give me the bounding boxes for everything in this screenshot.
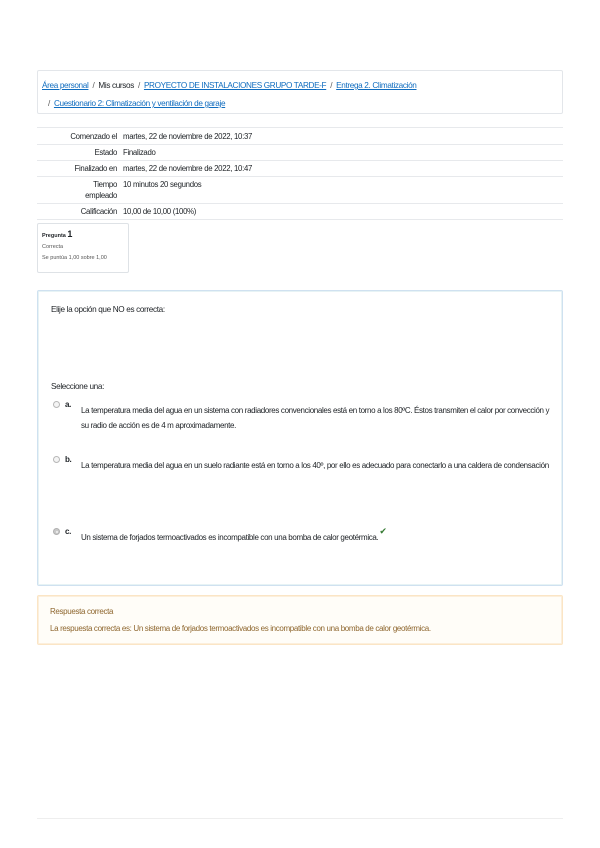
option-letter: b. — [65, 455, 72, 464]
answer-prompt: Seleccione una: — [51, 382, 105, 391]
question-grade: Se puntúa 1,00 sobre 1,00 — [42, 255, 107, 261]
radio-button[interactable] — [53, 401, 60, 408]
summary-value: martes, 22 de noviembre de 2022, 10:47 — [123, 164, 253, 173]
breadcrumb-separator: / — [92, 81, 95, 90]
option-text-wrapper — [81, 526, 551, 545]
summary-row-started — [37, 128, 563, 145]
option-letter: a. — [65, 400, 71, 409]
question-label: Pregunta — [42, 233, 66, 239]
summary-label: Tiempo empleado — [85, 180, 117, 200]
breadcrumb-area-personal[interactable]: Área personal — [42, 81, 89, 90]
question-state: Correcta — [42, 244, 64, 250]
summary-value: 10,00 de 10,00 (100%) — [123, 207, 197, 216]
question-info — [37, 223, 129, 273]
breadcrumb-course[interactable]: PROYECTO DE INSTALACIONES GRUPO TARDE-F — [143, 81, 327, 90]
breadcrumb-mis-cursos: Mis cursos — [98, 81, 134, 90]
breadcrumb-separator: / — [48, 99, 50, 108]
breadcrumb-separator: / — [138, 81, 140, 90]
option-letter: c. — [65, 527, 71, 536]
attempt-summary-table — [37, 127, 563, 220]
summary-value: Finalizado — [123, 148, 156, 157]
question-text: Elije la opción que NO es correcta: — [51, 305, 165, 314]
summary-row-time — [37, 177, 563, 204]
footer-divider — [37, 818, 563, 819]
summary-row-finished — [37, 161, 563, 177]
summary-label: Comenzado el — [70, 132, 117, 141]
option-text: La temperatura media del agua en un sistema con radiadores convencionales está en torno a los 80ºC. Éstos transmiten el calor por convección y su radio de acción es de 4 m aproximadamente. — [81, 406, 550, 430]
radio-button[interactable] — [53, 456, 60, 463]
summary-value: martes, 22 de noviembre de 2022, 10:37 — [123, 132, 253, 141]
question-number-value: 1 — [67, 229, 73, 239]
feedback-right-answer: La respuesta correcta es: Un sistema de forjados termoactivados es incompatible con una bomba de calor geotérmica. — [50, 624, 431, 633]
summary-label: Calificación — [80, 207, 117, 216]
question-number — [42, 229, 124, 242]
breadcrumb-separator: / — [330, 81, 333, 90]
summary-label: Estado — [94, 148, 117, 157]
check-icon: ✔ — [379, 526, 387, 536]
summary-row-grade — [37, 204, 563, 220]
option-text: La temperatura media del agua en un suelo radiante está en torno a los 40º, por ello es adecuado para conectarlo a una caldera de condensación — [81, 461, 549, 470]
feedback-box — [37, 595, 563, 645]
option-text: Un sistema de forjados termoactivados es incompatible con una bomba de calor geotérmica. — [81, 533, 379, 542]
feedback-title: Respuesta correcta — [50, 607, 114, 616]
breadcrumb-quiz[interactable]: Cuestionario 2: Climatización y ventilación de garaje — [53, 99, 226, 108]
question-formulation — [37, 290, 563, 586]
summary-value: 10 minutos 20 segundos — [123, 180, 202, 189]
summary-label: Finalizado en — [74, 164, 117, 173]
breadcrumb — [37, 70, 563, 114]
summary-row-state — [37, 145, 563, 161]
breadcrumb-section[interactable]: Entrega 2. Climatización — [336, 81, 417, 90]
radio-button-selected[interactable] — [53, 528, 60, 535]
